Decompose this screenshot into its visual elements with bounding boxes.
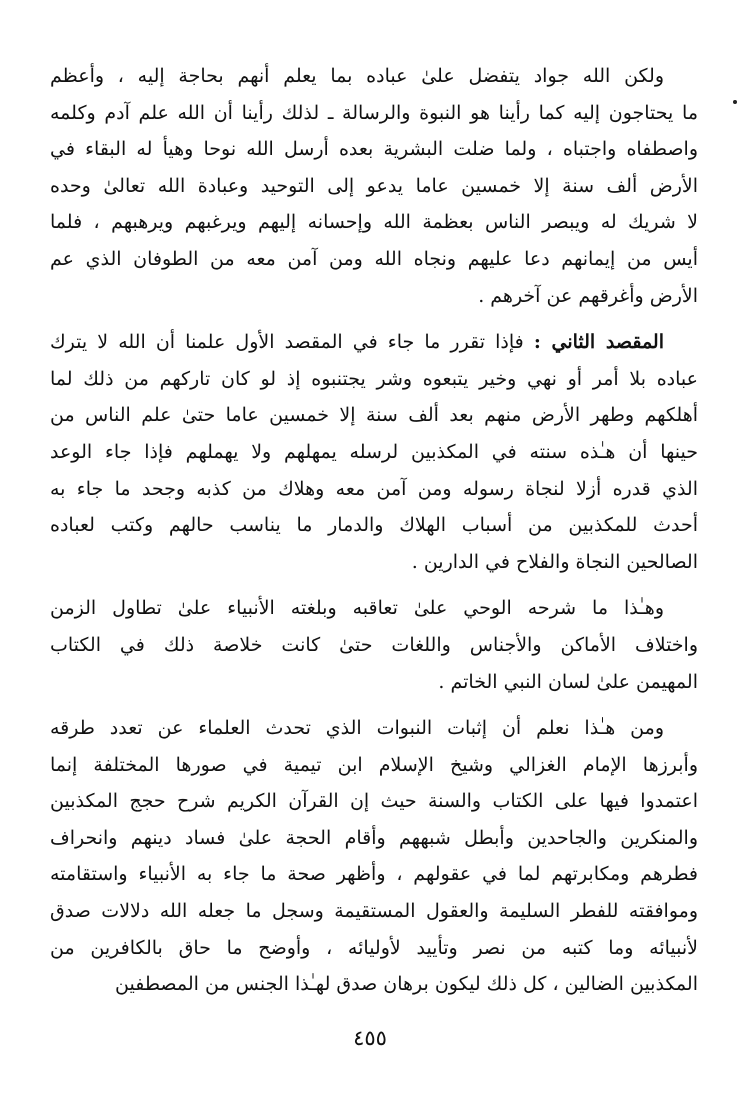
text-line: لأنبيائه وما كتبه من نصر وتأييد لأوليائه ، وأوضح ما حاق بالكافرين من	[50, 936, 698, 959]
paragraph	[50, 58, 698, 314]
text-line	[50, 324, 698, 361]
text-line: الأرض ألف سنة إلا خمسين عاما يدعو إلى التوحيد وعبادة الله تعالىٰ وحده	[50, 174, 698, 197]
text-line: المكذبين الضالين ، كل ذلك ليكون برهان صدق لهـٰذا الجنس من المصطفين	[115, 973, 698, 996]
text-line: لا شريك له ويبصر الناس بعظمة الله وإحسانه إليهم ويرغبهم ويرهبهم ، فلما	[50, 211, 698, 234]
text-line: والمنكرين والجاحدين وأبطل شبههم وأقام الحجة علىٰ فساد دينهم وانحراف	[50, 826, 698, 849]
text-line: وموافقته للفطر السليمة والعقول المستقيمة وسجل ما جعله الله دلالات صدق	[50, 900, 698, 923]
line-text: فإذا تقرر ما جاء في المقصد الأول علمنا أن الله لا يترك	[50, 331, 534, 354]
paragraph	[50, 710, 698, 1003]
text-line: واختلاف الأماكن والأجناس واللغات حتىٰ كانت خلاصة ذلك في الكتاب	[50, 633, 698, 656]
text-line: فطرهم ومكابرتهم لما في عقولهم ، وأظهر صحة ما جاء به الأنبياء واستقامته	[50, 863, 698, 886]
text-line: حينها أن هـٰذه سنته في المكذبين لرسله يمهلهم ولا يهملهم فإذا جاء الوعد	[50, 440, 698, 463]
text-line: عباده بلا أمر أو نهي وخير يتبعوه وشر يجتنبوه إذ لو كان تاركهم من ذلك لما	[50, 367, 698, 390]
text-line: ما يحتاجون إليه كما رأينا هو النبوة والرسالة ـ لذلك رأينا أن الله علم آدم وكلمه	[50, 101, 698, 124]
section-heading: المقصد الثاني :	[533, 331, 664, 354]
text-line: الأرض وأغرقهم عن آخرهم .	[478, 284, 698, 307]
page-number: ٤٥٥	[353, 1026, 387, 1050]
paragraph	[50, 324, 698, 580]
text-line: وأبرزها الإمام الغزالي وشيخ الإسلام ابن تيمية في صورها المختلفة إنما	[50, 753, 698, 776]
text-line: أيس من إيمانهم دعا عليهم ونجاه الله ومن آمن معه من الطوفان الذي عم	[50, 247, 698, 270]
text-line: أهلكهم وطهر الأرض منهم بعد ألف سنة إلا خمسين عاما حتىٰ علم الناس من	[50, 404, 698, 427]
text-line: ولكن الله جواد يتفضل علىٰ عباده بما يعلم أنهم بحاجة إليه ، وأعظم	[50, 65, 664, 87]
book-page-text	[50, 58, 698, 1013]
paragraph	[50, 590, 698, 700]
text-line: الذي قدره أزلا لنجاة رسوله ومن آمن معه وهلاك من كذبه وجحد ما جاء به	[50, 477, 698, 500]
text-line: المهيمن علىٰ لسان النبي الخاتم .	[438, 670, 698, 693]
text-line: أحدث للمكذبين من أسباب الهلاك والدمار ما يناسب حالهم وكتب لعباده	[50, 514, 698, 537]
text-line: اعتمدوا فيها على الكتاب والسنة حيث إن القرآن الكريم شرح حجج المكذبين	[50, 790, 698, 813]
text-line: وهـٰذا ما شرحه الوحي علىٰ تعاقبه وبلغته الأنبياء علىٰ تطاول الزمن	[50, 597, 664, 620]
text-line: ومن هـٰذا نعلم أن إثبات النبوات الذي تحدث العلماء عن تعدد طرقه	[50, 717, 664, 740]
text-line: واصطفاه واجتباه ، ولما ضلت البشرية بعده أرسل الله نوحا وهيأ له البقاء في	[50, 138, 698, 161]
margin-speck	[733, 100, 737, 104]
text-line: الصالحين النجاة والفلاح في الدارين .	[411, 550, 698, 573]
